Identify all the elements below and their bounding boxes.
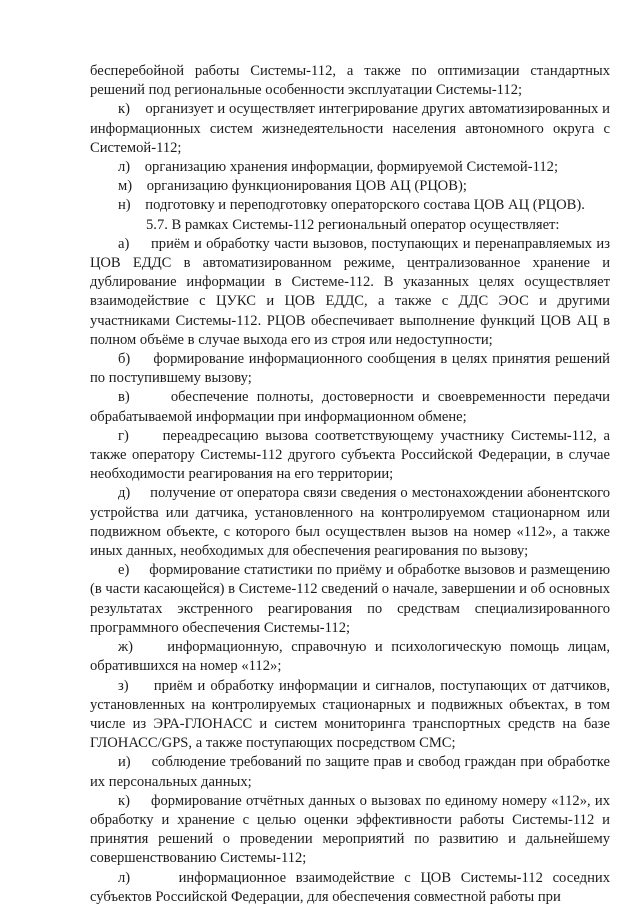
paragraph-v-completeness: в) обеспечение полноты, достоверности и своевременности передачи обрабатываемой информации при информационном обмене; — [90, 389, 610, 425]
paragraph-z-sensors: з) приём и обработку информации и сигналов, поступающих от датчиков, установленных на контролируемых стационарных и подвижных объектах, в том числе из ЭРА-ГЛОНАСС и систем мониторинга транспортных средств на базе ГЛОНАСС/GPS, а также поступающих посредством СМС; — [90, 677, 610, 752]
paragraph-k-reports: к) формирование отчётных данных о вызовах по единому номеру «112», их обработку и хранение с целью оценки эффективности работы Системы-112 и принятия решений о проведении мероприятий по развитию и дальнейшему совершенствованию Системы-112; — [90, 792, 610, 867]
section-heading-5-7: 5.7. В рамках Системы-112 региональный оператор осуществляет: — [146, 216, 560, 233]
paragraph-l-storage: л) организацию хранения информации, формируемой Системой-112; — [118, 159, 558, 176]
paragraph-l-interaction: л) информационное взаимодействие с ЦОВ Системы-112 соседних субъектов Российской Федерации, для обеспечения совместной работы при — [90, 869, 610, 905]
paragraph-a-calls: а) приём и обработку части вызовов, поступающих и перенаправляемых из ЦОВ ЕДДС в автоматизированном режиме, централизованное хранение и дублирование информации в Системе-112. В указанных целях осуществляет взаимодействие с ЦУКС и ЦОВ ЕДДС, а также с ДДС ЭОС и другими участниками Системы-112. РЦОВ обеспечивает выполнение функций ЦОВ АЦ в полном объёме в случае выхода его из строя или недоступности; — [90, 235, 610, 348]
paragraph-g-redirect: г) переадресацию вызова соответствующему участнику Системы-112, а также оператору Системы-112 другого субъекта Российской Федерации, в случае необходимости реагирования на его территории; — [90, 427, 610, 483]
paragraph-k-integration: к) организует и осуществляет интегрирование других автоматизированных и информационных систем жизнедеятельности населения автономного округа с Системой-112; — [90, 101, 610, 156]
paragraph-n-training: н) подготовку и переподготовку операторского состава ЦОВ АЦ (РЦОВ). — [118, 197, 585, 214]
paragraph-b-message: б) формирование информационного сообщения в целях принятия решений по поступившему вызову; — [90, 351, 610, 387]
paragraph-m-functioning: м) организацию функционирования ЦОВ АЦ (РЦОВ); — [118, 178, 467, 195]
paragraph-continuation: бесперебойной работы Системы-112, а также по оптимизации стандартных решений под региональные особенности эксплуатации Системы-112; — [90, 63, 610, 99]
paragraph-d-location: д) получение от оператора связи сведения о местонахождении абонентского устройства или датчика, установленного на контролируемом стационарном или подвижном объекте, с которого был осуществлен вызов на номер «112», а также иных данных, необходимых для обеспечения реагирования по вызову; — [90, 485, 610, 560]
paragraph-zh-assistance: ж) информационную, справочную и психологическую помощь лицам, обратившихся на номер «112»; — [90, 639, 610, 675]
paragraph-e-statistics: е) формирование статистики по приёму и обработке вызовов и размещению (в части касающейся) в Системе-112 сведений о начале, завершении и об основных результатах экстренного реагирования по средствам специализированного программного обеспечения Системы-112; — [90, 562, 610, 636]
document-page — [90, 62, 610, 907]
paragraph-i-privacy: и) соблюдение требований по защите прав и свобод граждан при обработке их персональных данных; — [90, 754, 610, 790]
